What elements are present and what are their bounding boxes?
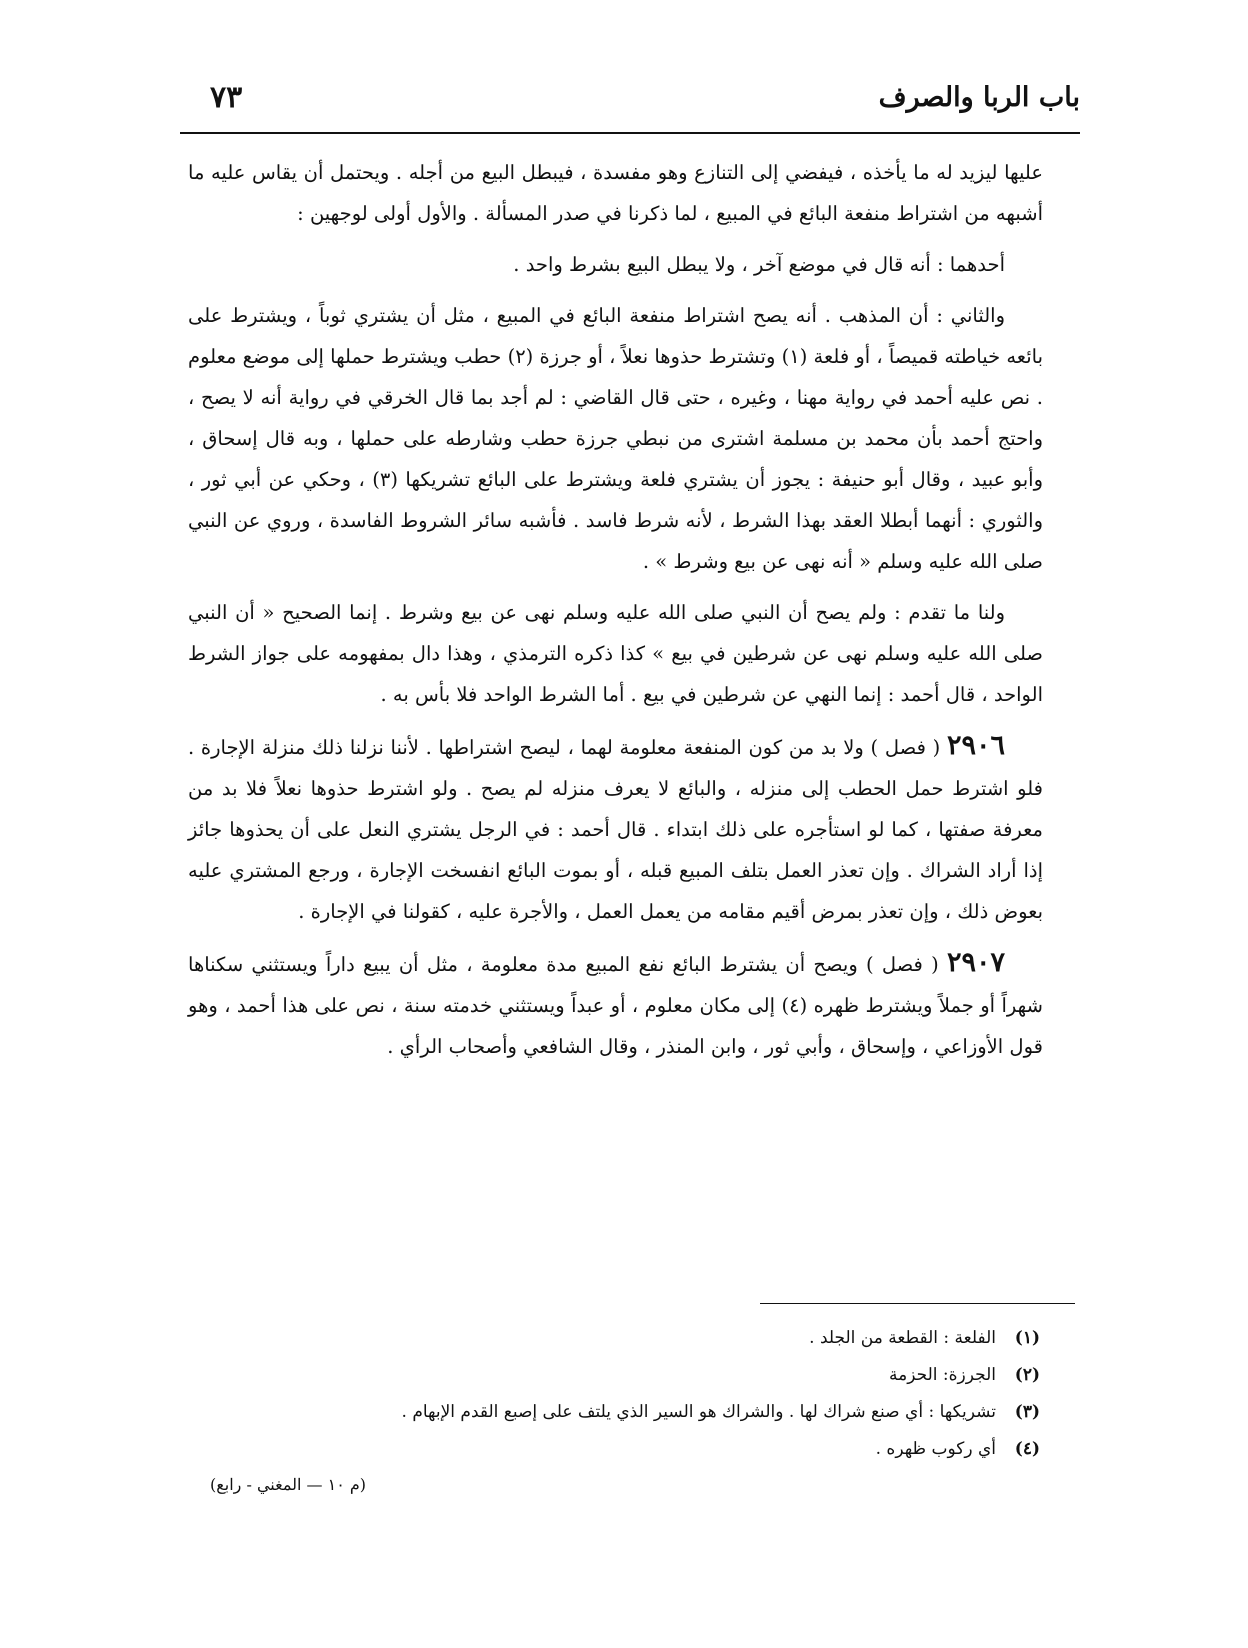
footnote-divider xyxy=(760,1303,1075,1304)
section-2906 xyxy=(188,725,1043,932)
section-text: ( فصل ) ولا بد من كون المنفعة معلومة لهما ، ليصح اشتراطها . لأننا نزلنا ذلك منزلة الإجارة . فلو اشترط حمل الحطب إلى منزله ، والبائع لا يعرف منزله لم يصح . ولو اشترط حذوها نعلاً فلا بد من معرفة صفتها ، كما لو استأجره على ذلك ابتداء . قال أحمد : في الرجل يشتري النعل على أن يحذوها جائز إذا أراد الشراك . وإن تعذر العمل بتلف المبيع قبله ، أو بموت البائع انفسخت الإجارة ، ورجع المشتري عليه بعوض ذلك ، وإن تعذر بمرض أقيم مقامه من يعمل العمل ، والأجرة عليه ، كقولنا في الإجارة . xyxy=(188,736,1043,923)
footnote-number: (١) xyxy=(1014,1328,1040,1348)
page-number: ٧٣ xyxy=(210,80,243,115)
footnotes xyxy=(400,1320,1040,1468)
paragraph: ولنا ما تقدم : ولم يصح أن النبي صلى الله عليه وسلم نهى عن بيع وشرط . إنما الصحيح « أن النبي صلى الله عليه وسلم نهى عن شرطين في بيع » كذا ذكره الترمذي ، وهذا دال بمفهومه على جواز الشرط الواحد ، قال أحمد : إنما النهي عن شرطين في بيع . أما الشرط الواحد فلا بأس به . xyxy=(188,601,1043,706)
section-number: ٢٩٠٦ xyxy=(946,730,1005,761)
paragraph: عليها ليزيد له ما يأخذه ، فيفضي إلى التنازع وهو مفسدة ، فيبطل البيع من أجله . ويحتمل أن يقاس عليه ما أشبهه من اشتراط منفعة البائع في المبيع ، لما ذكرنا في صدر المسألة . والأول أولى لوجهين : xyxy=(188,161,1043,225)
footnote-number: (٣) xyxy=(1014,1402,1040,1422)
footnote-number: (٤) xyxy=(1014,1439,1040,1459)
section-text: ( فصل ) ويصح أن يشترط البائع نفع المبيع مدة معلومة ، مثل أن يبيع داراً ويستثني سكناها شهراً أو جملاً ويشترط ظهره (٤) إلى مكان معلوم ، أو عبداً ويستثني خدمته سنة ، نص على هذا أحمد ، وهو قول الأوزاعي ، وإسحاق ، وأبي ثور ، وابن المنذر ، وقال الشافعي وأصحاب الرأي . xyxy=(188,953,1043,1058)
footnote-text: الفلعة : القطعة من الجلد . xyxy=(809,1328,996,1348)
chapter-title: باب الربا والصرف xyxy=(878,82,1080,113)
footnote-text: الجرزة: الحزمة xyxy=(889,1365,996,1385)
main-text xyxy=(188,152,1043,1077)
section-number: ٢٩٠٧ xyxy=(947,947,1006,978)
footnote-text: أي ركوب ظهره . xyxy=(875,1439,996,1459)
footnote xyxy=(400,1320,1040,1357)
footnote xyxy=(400,1394,1040,1431)
footnote xyxy=(400,1431,1040,1468)
header-divider xyxy=(180,132,1080,134)
signature-mark: (م ١٠ — المغني - رابع) xyxy=(210,1475,367,1494)
paragraph: والثاني : أن المذهب . أنه يصح اشتراط منفعة البائع في المبيع ، مثل أن يشتري ثوباً ، ويشترط على بائعه خياطته قميصاً ، أو فلعة (١) وتشترط حذوها نعلاً ، أو جرزة (٢) حطب ويشترط حملها إلى موضع معلوم . نص عليه أحمد في رواية مهنا ، وغيره ، حتى قال القاضي : لم أجد بما قال الخرقي في رواية أنه لا يصح ، واحتج أحمد بأن محمد بن مسلمة اشترى من نبطي جرزة حطب وشارطه على حملها ، وبه قال إسحاق ، وأبو عبيد ، وقال أبو حنيفة : يجوز أن يشتري فلعة ويشترط على البائع تشريكها (٣) ، وحكي عن أبي ثور ، والثوري : أنهما أبطلا العقد بهذا الشرط ، لأنه شرط فاسد . فأشبه سائر الشروط الفاسدة ، وروي عن النبي صلى الله عليه وسلم « أنه نهى عن بيع وشرط » . xyxy=(188,304,1044,573)
footnote xyxy=(400,1357,1040,1394)
footnote-text: تشريكها : أي صنع شراك لها . والشراك هو السير الذي يلتف على إصبع القدم الإبهام . xyxy=(401,1402,996,1422)
running-header xyxy=(180,82,1080,122)
section-2907 xyxy=(188,942,1043,1067)
paragraph: أحدهما : أنه قال في موضع آخر ، ولا يبطل البيع بشرط واحد . xyxy=(513,253,1005,276)
footnote-number: (٢) xyxy=(1014,1365,1040,1385)
